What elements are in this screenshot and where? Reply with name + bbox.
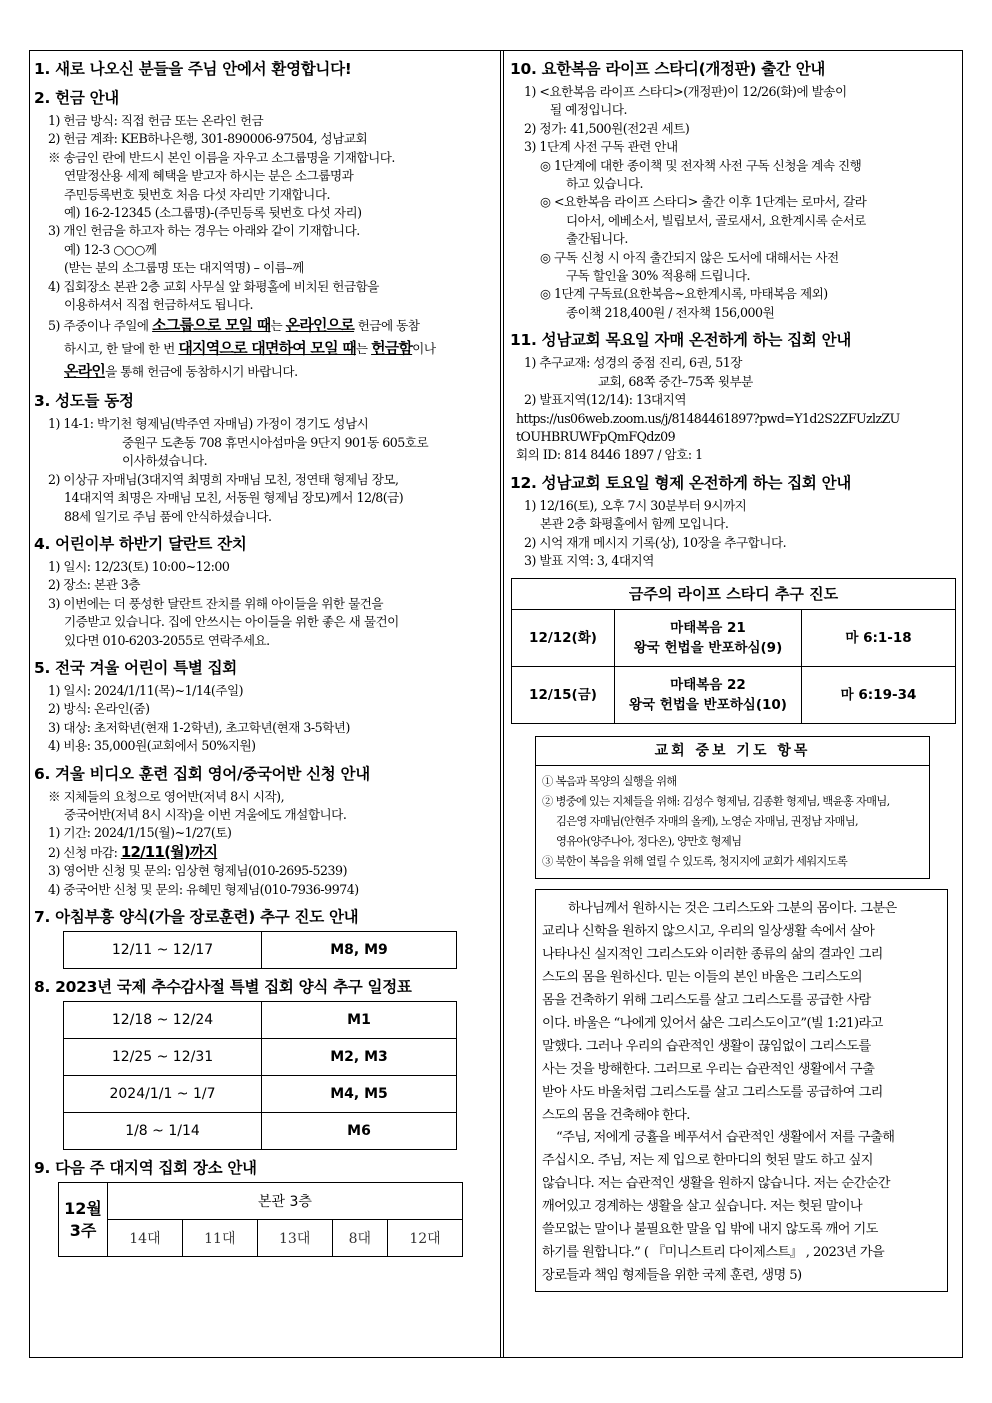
section-title: 7. 아침부흥 양식(가을 장로훈련) 추구 진도 안내 [34,908,359,926]
quote-line: 깨어있고 경계하는 생활을 살고 싶습니다. 저는 헛된 말이나 [542,1199,863,1215]
release-line: 1) <요한복음 라이프 스타디>(개정판)이 12/26(화)에 발송이 [524,84,847,99]
column-divider [500,51,504,1357]
table-cell: M4, M5 [262,1076,457,1113]
quote-line: 말했다. 그러나 우리의 습관적인 생활이 끊임없이 그리스도를 [542,1038,871,1054]
section-title: 1. 새로 나오신 분들을 주님 안에서 환영합니다! [34,60,352,78]
group-cell: 11대 [182,1220,257,1257]
quote-line: 이다. 바울은 “나에게 있어서 삶은 그리스도이고”(빌 1:21)라고 [542,1015,883,1031]
sisters-material: 1) 추구교재: 성경의 중점 진리, 6권, 51장 [524,355,742,371]
talent-note-line: 있다면 010-6203-2055로 연락주세요. [64,632,270,648]
emphasis: 12/11(월)까지 [120,842,218,861]
quote-line: 않습니다. 저는 습관적인 생활을 원하지 않습니다. 저는 순간순간 [542,1176,890,1192]
quote-line: 받아 사도 바울처럼 그리스도를 살고 그리스도를 공급하여 그리 [542,1084,883,1100]
release-line: 될 예정입니다. [550,102,627,118]
life-study-box [511,578,956,724]
study-subject: 왕국 헌법을 반포하심(9) [633,640,783,657]
emphasis: 소그룹으로 모일 때 [152,316,271,335]
training-note-line: 중국어반(저녁 8시 시작)을 이번 겨울에도 개설합니다. [64,806,347,822]
quote-line: 스도의 몸을 원하신다. 믿는 이들의 본인 바울은 그리스도의 [542,970,863,986]
release-note: ◎ 1단계 구독료(요한복음~요한계시록, 마태복음 제외) [540,286,828,302]
table-cell: 12/18 ~ 12/24 [64,1002,262,1039]
zoom-link[interactable]: tOUHBRUWFpQmFQdz09 [516,428,676,444]
training-deadline [34,843,490,862]
group-cell: 8대 [332,1220,387,1257]
sisters-material-line: 교회, 68쪽 중간–75쪽 윗부분 [598,373,753,389]
study-book: 마태복음 22 [670,677,746,694]
offering-box-line: 이용하셔서 직접 헌금하셔도 됩니다. [64,297,253,313]
section-thanksgiving [34,977,490,1150]
table-cell: M2, M3 [262,1039,457,1076]
table-row [64,1113,457,1150]
week-label: 3주 [69,1220,97,1240]
section-title: 8. 2023년 국제 추수감사절 특별 집회 양식 추구 일정표 [34,978,412,996]
quote-line: 장로들과 책임 형제들을 위한 국제 훈련, 생명 5) [542,1267,802,1283]
prayer-item: ① 복음과 목양의 실행을 위해 [542,775,677,789]
section-news [34,391,490,525]
table-cell: M6 [262,1113,457,1150]
text-part: 2) 신청 마감: [48,844,121,860]
study-date: 12/15(금) [512,667,615,724]
emphasis: 온라인 [64,362,106,381]
study-subject: 왕국 헌법을 반포하심(10) [629,697,787,714]
training-period: 1) 기간: 2024/1/15(월)~1/27(토) [48,825,232,841]
morning-revival-table [63,931,457,969]
study-content [615,667,802,724]
quote-line: 스도의 몸을 건축해야 한다. [542,1107,690,1123]
news-item-line: 중원구 도촌동 708 휴먼시아섬마을 9단지 901동 605호로 [122,434,429,450]
section-welcome [34,59,490,80]
meeting-id: 회의 ID: 814 8446 1897 / 암호: 1 [516,447,703,463]
offering-online-line [34,337,490,360]
sisters-presenter: 2) 발표지역(12/14): 13대지역 [524,392,686,408]
prayer-item: ② 병중에 있는 지체들을 위해: 김성수 형제님, 김종환 형제님, 백윤홍 자매님, [542,795,890,809]
study-ref: 마 6:19-34 [802,667,956,724]
table-row [59,1220,463,1257]
quote-line: 몸을 건축하기 위해 그리스도를 살고 그리스도를 공급한 사람 [542,992,871,1008]
text-part: 5) 주중이나 주일에 [48,318,153,334]
release-note-line: 출간됩니다. [566,231,628,247]
table-row [512,667,955,724]
month-week-cell [59,1183,108,1257]
prayer-item: ③ 북한이 복음을 위해 열릴 수 있도록, 청지지에 교회가 세워지도록 [542,855,848,869]
prayer-box [535,736,930,879]
offering-box: 4) 집회장소 본관 2층 교회 사무실 앞 화평홀에 비치된 헌금함을 [48,278,379,294]
quote-line: 주십시오. 주님, 저는 제 입으로 한마디의 헛된 말도 하고 싶지 [542,1153,873,1169]
training-chinese: 4) 중국어반 신청 및 문의: 유혜민 형제님(010-7936-9974) [48,881,359,897]
text-part: 을 통해 헌금에 동참하시기 바랍니다. [105,364,298,380]
table-row [512,610,955,667]
section-title: 3. 성도들 동정 [34,392,134,411]
kids-cost: 4) 비용: 35,000원(교회에서 50%지원) [48,738,256,754]
talent-place: 2) 장소: 본관 3층 [48,577,141,593]
month-label: 12월 [64,1198,102,1218]
release-note-line: 구독 할인율 30% 적용해 드립니다. [566,268,750,284]
release-note-line: 종이책 218,400원 / 전자책 156,000원 [566,304,775,320]
place-cell: 본관 3층 [108,1183,463,1220]
table-row [64,1002,457,1039]
text-part: 는 [355,341,372,357]
release-note: ◎ 구독 신청 시 아직 출간되지 않은 도서에 대해서는 사전 [540,249,839,265]
offering-example: 예) 12-3 ○○○께 [64,241,157,257]
section-title: 11. 성남교회 목요일 자매 온전하게 하는 집회 안내 [510,331,852,350]
release-note: ◎ <요한복음 라이프 스타디> 출간 이후 1단계는 로마서, 갈라 [540,194,867,210]
group-cell: 12대 [388,1220,463,1257]
section-sisters-meeting [510,330,956,464]
study-ref: 마 6:1-18 [802,610,956,667]
section-life-study-release [510,59,956,322]
life-study-title: 금주의 라이프 스타디 추구 진도 [512,579,955,610]
quote-line: 하기를 원합니다.” ( 『미니스트리 다이제스트』 , 2023년 가을 [542,1244,885,1260]
offering-example-note: (받는 분의 소그룹명 또는 대지역명) – 이름–께 [64,260,304,276]
emphasis: 온라인으로 [285,316,355,335]
section-title: 10. 요한복음 라이프 스타디(개정판) 출간 안내 [510,60,826,78]
quote-line: 하나님께서 원하시는 것은 그리스도와 그분의 몸이다. 그분은 [568,901,897,917]
study-date: 12/12(화) [512,610,615,667]
news-item-line: 14대지역 최명은 자매님 모친, 서동원 형제님 장모)께서 12/8(금) [64,490,404,506]
section-title: 12. 성남교회 토요일 형제 온전하게 하는 집회 안내 [510,473,852,492]
section-title: 6. 겨울 비디오 훈련 집회 영어/중국어반 신청 안내 [34,764,370,783]
table-row [64,1076,457,1113]
table-cell: 12/25 ~ 12/31 [64,1039,262,1076]
offering-online-line [34,360,490,383]
news-item: 2) 이상규 자매님(3대지역 최명희 자매님 모친, 정연태 형제님 장모, [48,471,399,487]
offering-method: 1) 헌금 방식: 직접 헌금 또는 온라인 헌금 [48,113,264,128]
news-item-line: 이사하셨습니다. [122,453,208,469]
quote-box [535,889,948,1292]
emphasis: 대지역으로 대면하여 모일 때 [178,339,356,358]
quote-line: 교리나 신학을 원하지 않으시고, 우리의 일상생활 속에서 살아 [542,924,875,940]
news-item-line: 88세 일기로 주님 품에 안식하셨습니다. [64,508,272,524]
quote-line: 쓸모없는 말이나 불필요한 말을 입 밖에 내지 않도록 깨어 기도 [542,1222,878,1238]
brothers-time: 1) 12/16(토), 오후 7시 30분부터 9시까지 [524,497,747,513]
quote-line: 나타나신 실지적인 그리스도와 이러한 종류의 삶의 결과인 그리 [542,947,883,963]
section-title: 4. 어린이부 하반기 달란트 잔치 [34,534,247,553]
talent-note-line: 기증받고 있습니다. 집에 안쓰시는 아이들을 위한 좋은 새 물건이 [64,614,399,630]
table-row [59,1183,463,1220]
group-cell: 14대 [108,1220,183,1257]
brothers-time-line: 본관 2층 화평홀에서 함께 모입니다. [540,516,729,532]
release-note-line: 하고 있습니다. [566,176,643,192]
section-brothers-meeting [510,473,956,571]
district-meeting-table [58,1182,463,1257]
prayer-body [536,766,929,878]
training-english: 3) 영어반 신청 및 문의: 임상현 형제님(010-2695-5239) [48,863,347,879]
thanksgiving-table [63,1001,457,1150]
offering-example: 예) 16-2-12345 (소그룹명)-(주민등록 뒷번호 다섯 자리) [64,205,362,221]
quote-line: 사는 것을 방해한다. 그러므로 우리는 습관적인 생활에서 구출 [542,1061,875,1077]
prayer-item-line: 영유아(양주나아, 정다온), 양만호 형제님 [556,835,742,849]
text-part: 이나 [412,341,436,357]
section-video-training [34,764,490,899]
prayer-item-line: 김은영 자매님(안현주 자매의 올케), 노영순 자매님, 권정남 자매님, [556,815,858,829]
emphasis: 헌금함 [371,339,413,358]
text-part: 는 [270,318,286,334]
section-title: 5. 전국 겨울 어린이 특별 집회 [34,658,237,677]
talent-note: 3) 이번에는 더 풍성한 달란트 잔치를 위해 아이들을 위한 물건을 [48,595,384,611]
kids-method: 2) 방식: 온라인(줌) [48,701,150,717]
study-book: 마태복음 21 [670,620,746,637]
offering-note-line: 주민등록번호 뒷번호 처음 다섯 자리만 기재합니다. [64,186,330,202]
release-note: ◎ 1단계에 대한 종이책 및 전자책 사전 구독 신청을 계속 진행 [540,157,862,173]
text-part: 하시고, 한 달에 한 번 [64,341,179,357]
group-cell: 13대 [257,1220,332,1257]
release-subscription: 3) 1단계 사전 구독 관련 안내 [524,139,678,155]
brothers-presenter: 3) 발표 지역: 3, 4대지역 [524,552,654,568]
section-kids-meeting [34,658,490,756]
offering-note: ※ 송금인 란에 반드시 본인 이름을 자우고 소그룹명을 기재합니다. [48,149,395,165]
table-cell: 2024/1/1 ~ 1/7 [64,1076,262,1113]
life-study-table [512,610,955,723]
table-cell: 12/11 ~ 12/17 [64,932,262,969]
release-price: 2) 정가: 41,500원(전2권 세트) [524,120,690,136]
left-column [34,59,490,1265]
section-title: 9. 다음 주 대지역 집회 장소 안내 [34,1159,257,1177]
quote-line: “주님, 저에게 긍휼을 베푸셔서 습관적인 생활에서 저를 구출해 [556,1130,895,1146]
text-part: 헌금에 동참 [354,318,420,334]
table-cell: M1 [262,1002,457,1039]
talent-date: 1) 일시: 12/23(토) 10:00~12:00 [48,558,230,574]
bulletin-page [29,50,963,1358]
training-note: ※ 지체들의 요청으로 영어반(저녁 8시 시작), [48,788,285,804]
offering-account: 2) 헌금 계좌: KEB하나은행, 301-890006-97504, 성남교회 [48,131,368,147]
section-talent-party [34,534,490,650]
zoom-link[interactable]: https://us06web.zoom.us/j/81484461897?pwd=Y1d2S2ZFUzlzZU [516,410,900,426]
brothers-material: 2) 시억 재개 메시지 기록(상), 10장을 추구합니다. [524,534,787,550]
study-content [615,610,802,667]
prayer-title: 교회 중보 기도 항목 [536,737,929,766]
kids-date: 1) 일시: 2024/1/11(목)~1/14(주일) [48,682,244,698]
kids-target: 3) 대상: 초저학년(현재 1-2학년), 초고학년(현재 3-5학년) [48,719,350,735]
news-item: 1) 14-1: 박기천 형제님(박주연 자매님) 가정이 경기도 성남시 [48,416,369,432]
table-cell: 1/8 ~ 1/14 [64,1113,262,1150]
section-morning-revival [34,907,490,969]
offering-personal: 3) 개인 헌금을 하고자 하는 경우는 아래와 같이 기재합니다. [48,223,360,239]
section-title: 2. 헌금 안내 [34,89,119,107]
right-column [510,59,956,1292]
section-district-meeting [34,1158,490,1257]
table-cell: M8, M9 [262,932,457,969]
section-offering [34,88,490,383]
table-row [64,1039,457,1076]
offering-online [34,314,490,337]
offering-note-line: 연말정산용 세제 혜택을 받고자 하시는 분은 소그룹명과 [64,168,354,184]
release-note-line: 디아서, 에베소서, 빌립보서, 골로새서, 요한계시록 순서로 [566,212,866,228]
table-row [64,932,457,969]
